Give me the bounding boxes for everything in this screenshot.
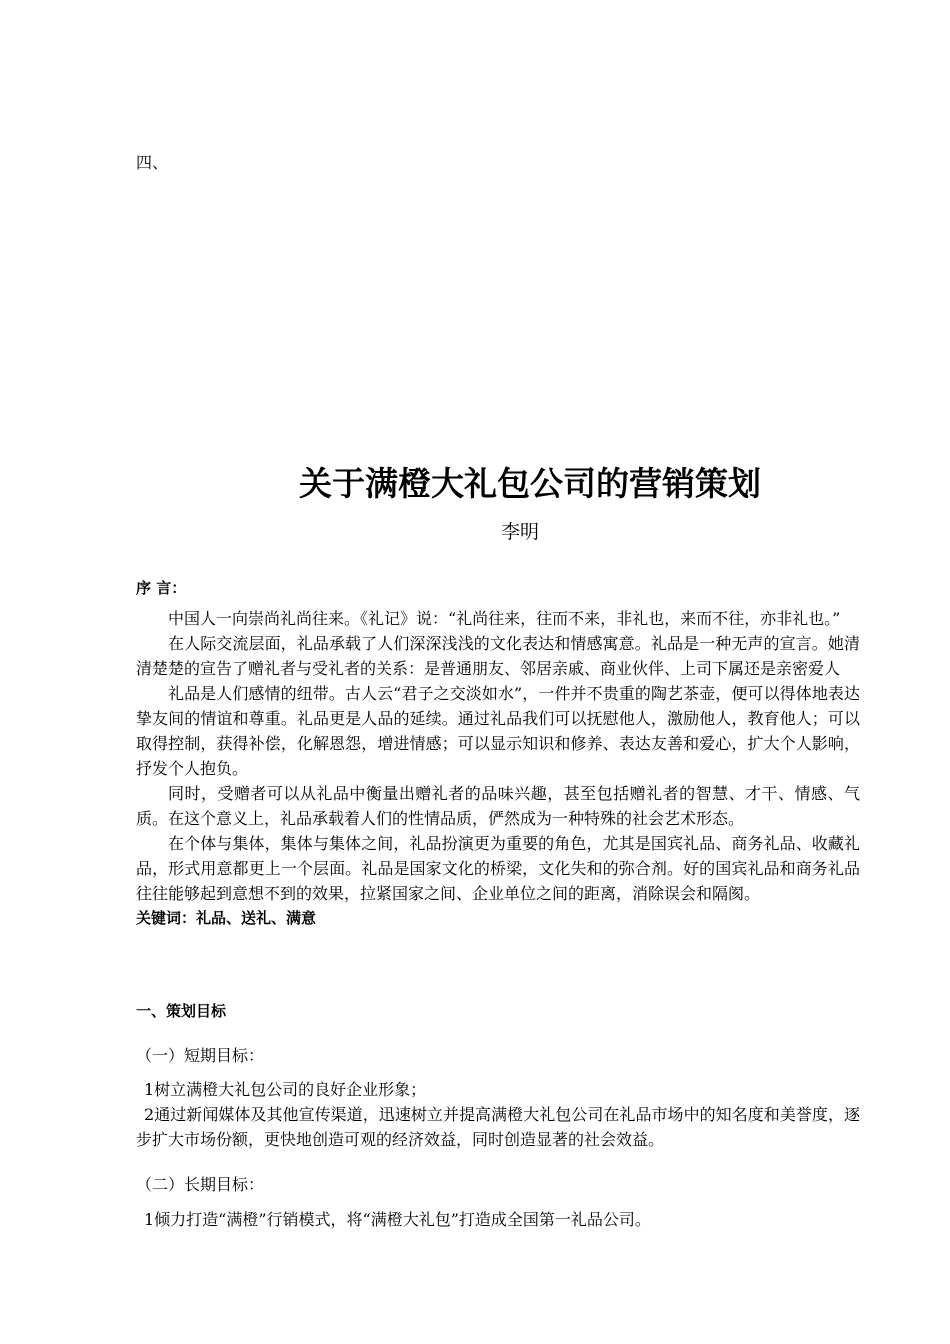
author-name: 李明 (500, 521, 539, 543)
header-number: 四、 (136, 153, 169, 172)
section-heading: 一、策划目标 (136, 1002, 227, 1020)
long-term-list (136, 1207, 860, 1232)
short-term-list (136, 1077, 860, 1152)
list-item: 1倾力打造“满橙”行销模式，将“满橙大礼包”打造成全国第一礼品公司。 (144, 1210, 651, 1229)
subsection-heading-short-term: （一）短期目标： (136, 1046, 265, 1065)
preface-paragraph: 在个体与集体，集体与集体之间，礼品扮演更为重要的角色，尤其是国宾礼品、商务礼品、收藏礼品，形式用意都更上一个层面。礼品是国家文化的桥梁，文化失和的弥合剂。好的国宾礼品和商务礼品往往能够起到意想不到的效果，拉紧国家之间、企业单位之间的距离，消除误会和隔阂。 (136, 834, 860, 903)
preface-heading: 序 言： (136, 579, 187, 597)
document-title: 关于满橙大礼包公司的营销策划 (299, 464, 761, 503)
list-item: 2通过新闻媒体及其他宣传渠道，迅速树立并提高满橙大礼包公司在礼品市场中的知名度和美誉度，逐步扩大市场份额，更快地创造可观的经济效益，同时创造显著的社会效益。 (136, 1105, 860, 1149)
list-item: 1树立满橙大礼包公司的良好企业形象； (144, 1080, 427, 1099)
keywords-line: 关键词：礼品、送礼、满意 (136, 909, 317, 927)
preface-paragraph: 在人际交流层面，礼品承载了人们深深浅浅的文化表达和情感寓意。礼品是一种无声的宣言。她清清楚楚的宣告了赠礼者与受礼者的关系：是普通朋友、邻居亲戚、商业伙伴、上司下属还是亲密爱人 (136, 634, 860, 678)
preface-paragraph: 中国人一向崇尚礼尚往来。《礼记》说：“礼尚往来，往而不来，非礼也，来而不往，亦非礼也。” (168, 609, 841, 628)
preface-body (136, 606, 860, 931)
preface-paragraph: 同时，受赠者可以从礼品中衡量出赠礼者的品味兴趣，甚至包括赠礼者的智慧、才干、情感、气质。在这个意义上，礼品承载着人们的性情品质，俨然成为一种特殊的社会艺术形态。 (136, 784, 860, 828)
preface-paragraph: 礼品是人们感情的纽带。古人云“君子之交淡如水”，一件并不贵重的陶艺茶壶，便可以得体地表达挚友间的情谊和尊重。礼品更是人品的延续。通过礼品我们可以抚慰他人，激励他人，教育他人；可以取得控制，获得补偿，化解恩怨，增进情感；可以显示知识和修养、表达友善和爱心，扩大个人影响，抒发个人抱负。 (136, 684, 860, 778)
subsection-heading-long-term: （二）长期目标： (136, 1175, 265, 1194)
